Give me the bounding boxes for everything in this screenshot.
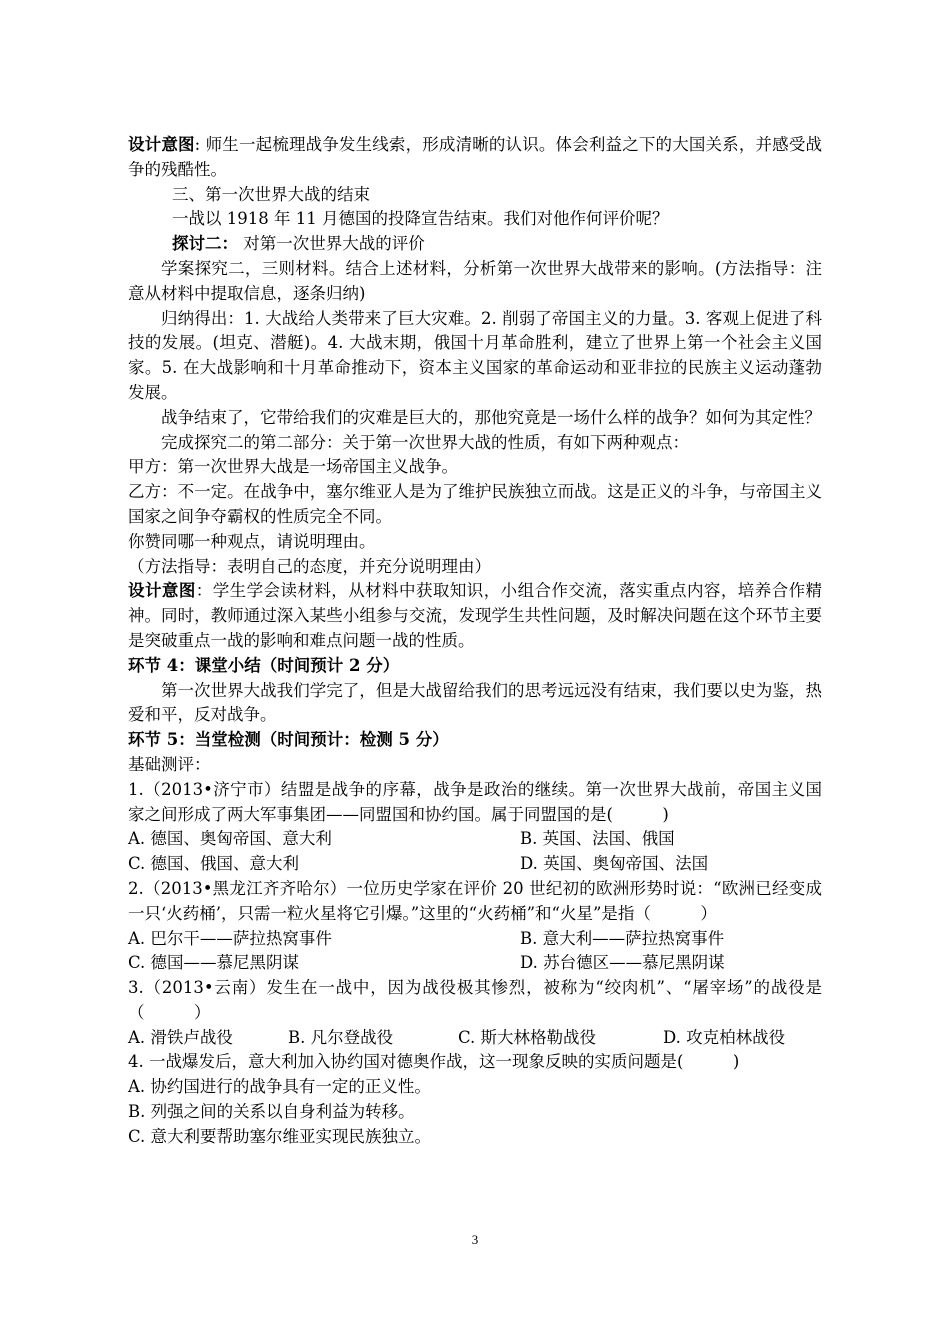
option: A. 协约国进行的战争具有一定的正义性。: [128, 1077, 431, 1097]
option: C. 德国——慕尼黑阴谋: [128, 953, 300, 973]
option: C. 意大利要帮助塞尔维亚实现民族独立。: [128, 1126, 432, 1146]
page-body: [128, 133, 822, 1150]
section-heading: 环节 5：当堂检测（时间预计：检测 5 分）: [128, 730, 449, 750]
paragraph: 乙方：不一定。在战争中，塞尔维亚人是为了维护民族独立而战。这是正义的斗争，与帝国主义国家之间争夺霸权的性质完全不同。: [128, 482, 822, 526]
options-row: [128, 1026, 822, 1051]
option: D. 英国、奥匈帝国、法国: [520, 854, 709, 874]
question-3: 3.（2013•云南）发生在一战中，因为战役极其惨烈，被称为“绞肉机”、“屠宰场”的战役是（ ）: [128, 978, 822, 1022]
options-row: [128, 852, 822, 877]
options-row: [128, 827, 822, 852]
paragraph: 基础测评：: [128, 754, 211, 774]
page-number: 3: [471, 1232, 479, 1247]
paragraph: 第一次世界大战我们学完了，但是大战留给我们的思考远远没有结束，我们要以史为鉴，热爱和平，反对战争。: [128, 680, 822, 725]
option: B. 列强之间的关系以自身利益为转移。: [128, 1102, 415, 1122]
design-intent-label: 设计意图: [128, 135, 195, 154]
question-2: 2.（2013•黑龙江齐齐哈尔）一位历史学家在评价 20 世纪初的欧洲形势时说：“欧洲已经变成一只‘火药桶’，只需一粒火星将它引爆。”这里的“火药桶”和“火星”是指（ ）: [128, 878, 822, 923]
discussion-heading: [128, 232, 822, 257]
design-intent-text: : 师生一起梳理战争发生线索，形成清晰的认识。体会利益之下的大国关系，并感受战争的残酷性。: [128, 135, 822, 179]
paragraph: 战争结束了，它带给我们的灾难是巨大的，那他究竟是一场什么样的战争？如何为其定性？: [161, 407, 821, 427]
option: D. 攻克柏林战役: [663, 1027, 786, 1047]
paragraph: 归纳得出：1. 大战给人类带来了巨大灾难。2. 削弱了帝国主义的力量。3. 客观上促进了科技的发展。(坦克、潜艇)。4. 大战末期，俄国十月革命胜利，建立了世界上第一个社会主义国家。5. 在大战影响和十月革命推动下，资本主义国家的革命运动和亚非拉的民族主义运动蓬勃发展。: [128, 308, 822, 402]
question-1: 1.（2013•济宁市）结盟是战争的序幕，战争是政治的继续。第一次世界大战前，帝国主义国家之间形成了两大军事集团——同盟国和协约国。属于同盟国的是( ): [128, 779, 822, 824]
discussion-label: 探讨二：: [172, 234, 238, 254]
option: A. 巴尔干——萨拉热窝事件: [128, 928, 332, 948]
option: C. 斯大林格勒战役: [458, 1027, 597, 1047]
question-4: 4. 一战爆发后，意大利加入协约国对德奥作战，这一现象反映的实质问题是( ): [128, 1052, 740, 1072]
option: B. 凡尔登战役: [288, 1027, 394, 1047]
option: C. 德国、俄国、意大利: [128, 854, 300, 874]
paragraph: 甲方：第一次世界大战是一场帝国主义战争。: [128, 457, 458, 477]
option: A. 德国、奥匈帝国、意大利: [128, 829, 332, 849]
paragraph: 你赞同哪一种观点，请说明理由。: [128, 531, 376, 551]
discussion-title: 对第一次世界大战的评价: [238, 234, 425, 254]
options-row: [128, 927, 822, 952]
paragraph: 一战以 1918 年 11 月德国的投降宣告结束。我们对他作何评价呢？: [172, 209, 669, 229]
paragraph: 完成探究二的第二部分：关于第一次世界大战的性质，有如下两种观点：: [161, 432, 689, 452]
paragraph: 学案探究二，三则材料。结合上述材料，分析第一次世界大战带来的影响。(方法指导：注意从材料中提取信息，逐条归纳): [128, 258, 822, 303]
option: A. 滑铁卢战役: [128, 1027, 233, 1047]
option: D. 苏台德区——慕尼黑阴谋: [520, 953, 725, 973]
section-heading: 三、第一次世界大战的结束: [172, 184, 370, 204]
options-row: [128, 951, 822, 976]
option: B. 意大利——萨拉热窝事件: [520, 928, 725, 948]
design-intent-2: [128, 579, 822, 653]
paragraph: （方法指导：表明自己的态度，并充分说明理由）: [128, 556, 491, 576]
option: B. 英国、法国、俄国: [520, 829, 675, 849]
section-heading: 环节 4：课堂小结（时间预计 2 分）: [128, 655, 400, 675]
design-intent-text: ：学生学会读材料，从材料中获取知识，小组合作交流，落实重点内容，培养合作精神。同时，教师通过深入某些小组参与交流，发现学生共性问题，及时解决问题在这个环节主要是突破重点一战的影响和难点问题一战的性质。: [128, 581, 822, 650]
design-intent-label: 设计意图: [128, 581, 196, 601]
design-intent-1: [128, 133, 822, 183]
